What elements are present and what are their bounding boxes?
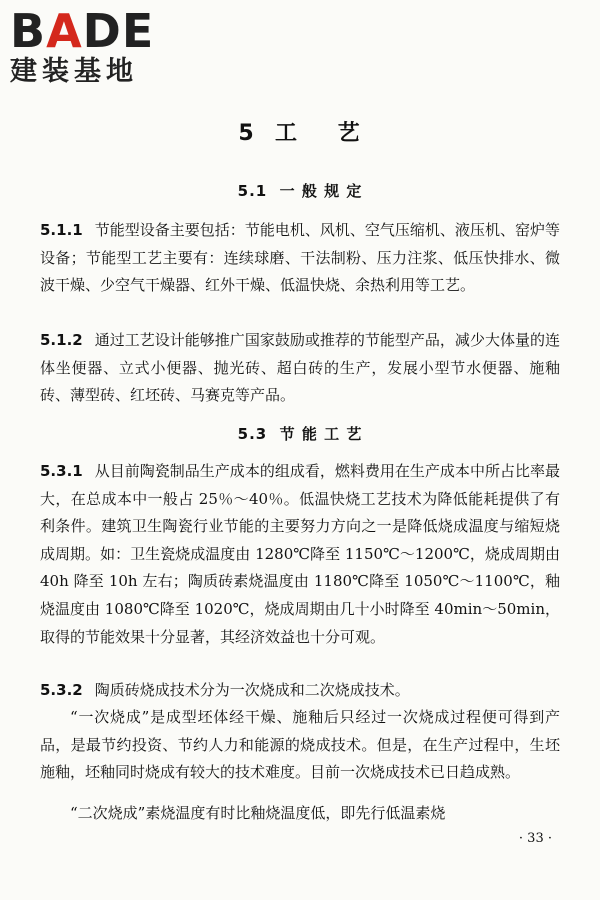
clause-5-1-1 xyxy=(40,217,560,300)
clause-number: 5.1.1 xyxy=(40,221,83,239)
clause-5-1-2 xyxy=(40,327,560,410)
clause-number: 5.3.1 xyxy=(40,462,83,480)
bade-logo xyxy=(10,6,180,88)
logo-wordmark: BADE xyxy=(10,4,155,58)
chapter-title: 5 工 艺 xyxy=(238,121,362,146)
page-number: · 33 · xyxy=(518,831,552,846)
clause-text: 陶质砖烧成技术分为一次烧成和二次烧成技术。 xyxy=(94,681,410,699)
clause-text: 从目前陶瓷制品生产成本的组成看，燃料费用在生产成本中所占比率最大，在总成本中一般占 25％～40％。低温快烧工艺技术为降低能耗提供了有利条件。建筑卫生陶瓷行业节能的主要努力方向之一是降低烧成温度与缩短烧成周期。如：卫生瓷烧成温度由 1280℃降至 1150℃～1200℃，烧成周期由 40h 降至 10h 左右；陶质砖素烧温度由 1180℃降至 1050℃～1100℃，釉烧温度由 1080℃降至 1020℃，烧成周期由几十小时降至 40min～50min，取得的节能效果十分显著，其经济效益也十分可观。 xyxy=(40,462,560,646)
clause-text: 通过工艺设计能够推广国家鼓励或推荐的节能型产品，减少大体量的连体坐便器、立式小便器、抛光砖、超白砖的生产，发展小型节水便器、施釉砖、薄型砖、红坯砖、马赛克等产品。 xyxy=(40,331,560,405)
clause-number: 5.1.2 xyxy=(40,331,83,349)
clause-text: 节能型设备主要包括：节能电机、风机、空气压缩机、液压机、窑炉等设备；节能型工艺主要有：连续球磨、干法制粉、压力注浆、低压快排水、微波干燥、少空气干燥器、红外干燥、低温快烧、余热利用等工艺。 xyxy=(40,221,560,295)
paragraph-one-fire: “一次烧成”是成型坯体经干燥、施釉后只经过一次烧成过程便可得到产品，是最节约投资、节约人力和能源的烧成技术。但是，在生产过程中，生坯施釉，坯釉同时烧成有较大的技术难度。目前一次烧成技术已日趋成熟。 xyxy=(40,708,560,782)
clause-5-3-2 xyxy=(40,677,560,705)
clause-5-3-1 xyxy=(40,458,560,651)
section-heading-5-3: 5.3 节 能 工 艺 xyxy=(237,425,363,443)
section-heading-5-1: 5.1 一 般 规 定 xyxy=(237,182,363,200)
clause-number: 5.3.2 xyxy=(40,681,83,699)
logo-subtitle: 建装基地 xyxy=(10,56,138,87)
paragraph-two-fire: “二次烧成”素烧温度有时比釉烧温度低，即先行低温素烧 xyxy=(70,804,446,822)
